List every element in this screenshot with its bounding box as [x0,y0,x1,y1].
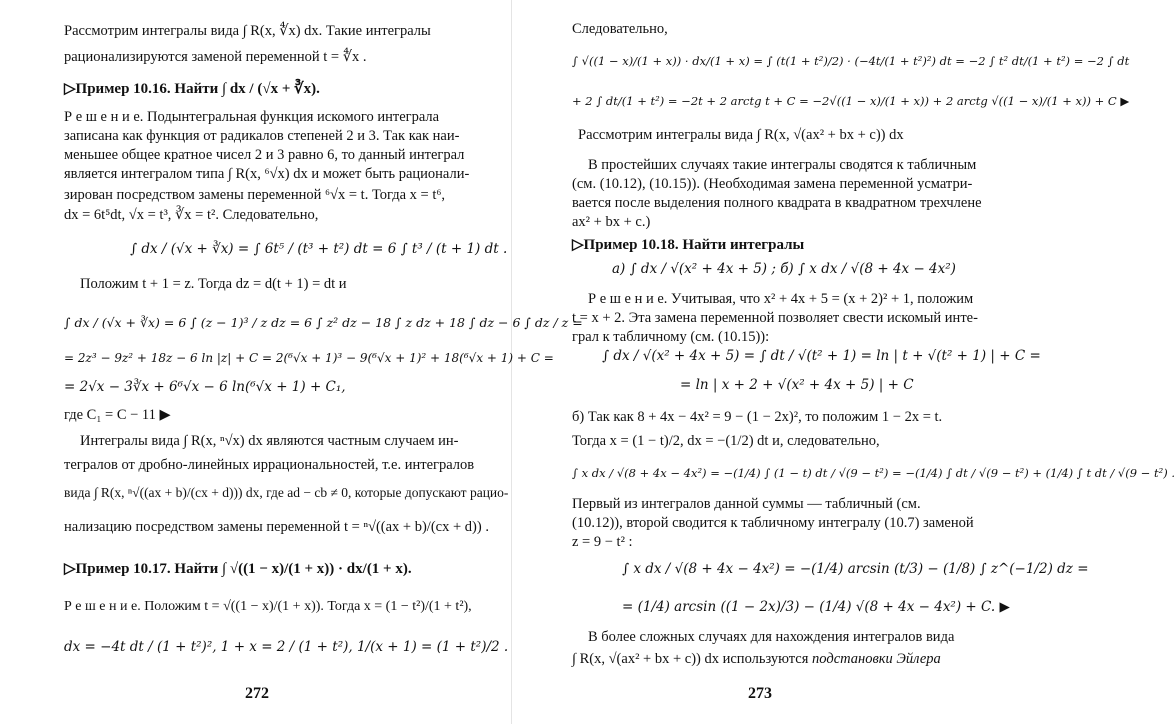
example-10-18-formula-b2: ∫ x dx / √(8 + 4x − 4x²) = −(1/4) arcsin (t/3) − (1/8) ∫ z^(−1/2) dz = [622,561,1089,577]
example-10-18-formula-a2: = ln | x + 2 + √(x² + 4x + 5) | + C [680,377,914,393]
intro-line-2: рационализируются заменой переменной t = ∜x . [64,49,367,65]
example-10-16-solution-line-1: Р е ш е н и е. Подынтегральная функция искомого интеграла [64,109,440,125]
example-10-18-solution-line-1: Р е ш е н и е. Учитывая, что x² + 4x + 5 = (x + 2)² + 1, положим [588,291,974,307]
example-10-18-solution-line-3: грал к табличному (см. (10.15)): [572,329,770,345]
example-10-16-constant: где C₁ = C − 11 ▶ [64,407,171,423]
example-10-18-solution-line-2: t = x + 2. Эта замена переменной позволяет свести искомый инте- [572,310,978,326]
example-10-16-formula-2: ∫ dx / (√x + ∛x) = 6 ∫ (z − 1)³ / z dz = 6 ∫ z² dz − 18 ∫ z dz + 18 ∫ dz − 6 ∫ dz / z = [64,315,583,330]
example-10-16-formula-3: = 2z³ − 9z² + 18z − 6 ln |z| + C = 2(⁶√x + 1)³ − 9(⁶√x + 1)² + 18(⁶√x + 1) + C = [64,351,554,365]
example-10-18-formula-b1: ∫ x dx / √(8 + 4x − 4x²) = −(1/4) ∫ (1 − t) dt / √(9 − t²) = −(1/4) ∫ dt / √(9 − t²) + (1/4) ∫ t dt / √(9 − t²) . [572,466,1175,480]
paragraph-2-line-4: нализацию посредством замены переменной t = ⁿ√((ax + b)/(cx + d)) . [64,519,489,535]
example-10-17-solution-line-1: Р е ш е н и е. Положим t = √((1 − x)/(1 + x)). Тогда x = (1 − t²)/(1 + t²), [64,599,472,614]
paragraph-2-line-2: тегралов от дробно-линейных иррациональностей, т.е. интегралов [64,457,475,473]
example-10-18-title: ▷Пример 10.18. Найти интегралы [572,237,805,253]
right-paragraph-1-line-4: ax² + bx + c.) [572,214,651,230]
right-paragraph-1-line-2: (см. (10.12), (10.15)). (Необходимая замена переменной усматри- [572,176,973,192]
example-10-18-formula-b3: = (1/4) arcsin ((1 − 2x)/3) − (1/4) √(8 + 4x − 4x²) + C. ▶ [622,599,1010,615]
example-10-16-formula-4: = 2√x − 3∛x + 6⁶√x − 6 ln(⁶√x + 1) + C₁, [64,379,346,395]
right-formula-2: + 2 ∫ dt/(1 + t²) = −2t + 2 arctg t + C = −2√((1 − x)/(1 + x)) + 2 arctg √((1 − x)/(1 + x)) + C ▶ [572,94,1130,108]
note-line-2: (10.12)), второй сводится к табличному интегралу (10.7) заменой [572,515,974,531]
paragraph-2-line-3: вида ∫ R(x, ⁿ√((ax + b)/(cx + d))) dx, где ad − cb ≠ 0, которые допускают рацио- [64,485,509,500]
note-line-1: Первый из интегралов данной суммы — табличный (см. [572,496,921,512]
part-b-line-1: б) Так как 8 + 4x − 4x² = 9 − (1 − 2x)², то положим 1 − 2x = t. [572,409,943,425]
example-10-16-solution-line-2: записана как функция от радикалов степеней 2 и 3. Так как наи- [64,128,460,144]
example-10-16-solution-line-5: зирован посредством замены переменной ⁶√x = t. Тогда x = t⁶, [64,187,446,203]
euler-substitutions-term: подстановки Эйлера [812,651,941,667]
example-10-16-solution-line-6: dx = 6t⁵dt, √x = t³, ∛x = t². Следовательно, [64,207,319,223]
intro-line-1: Рассмотрим интегралы вида ∫ R(x, ∜x) dx. Такие интегралы [64,23,431,39]
right-page [512,0,1175,724]
example-10-17-title: ▷Пример 10.17. Найти ∫ √((1 − x)/(1 + x)) · dx/(1 + x). [64,561,412,577]
example-10-16-formula-1: ∫ dx / (√x + ∛x) = ∫ 6t⁵ / (t³ + t²) dt = 6 ∫ t³ / (t + 1) dt . [130,241,508,257]
right-formula-1: ∫ √((1 − x)/(1 + x)) · dx/(1 + x) = ∫ (t(1 + t²)/2) · (−4t/(1 + t²)²) dt = −2 ∫ t² dt/(1 + t²) = −2 ∫ dt [572,54,1130,68]
closing-line-2 [572,650,941,668]
example-10-18-formula-a1: ∫ dx / √(x² + 4x + 5) = ∫ dt / √(t² + 1) = ln | t + √(t² + 1) | + C = [602,348,1041,364]
part-b-line-2: Тогда x = (1 − t)/2, dx = −(1/2) dt и, следовательно, [572,433,880,449]
consequently-label: Следовательно, [572,21,668,37]
right-paragraph-1-line-3: вается после выделения полного квадрата в квадратном трехчлене [572,195,982,211]
consider-line: Рассмотрим интегралы вида ∫ R(x, √(ax² + bx + c)) dx [578,127,904,143]
example-10-16-solution-line-4: является интегралом типа ∫ R(x, ⁶√x) dx и может быть рационали- [64,166,470,182]
right-page-number: 273 [748,685,772,702]
note-line-3: z = 9 − t² : [572,534,633,550]
example-10-16-title: ▷Пример 10.16. Найти ∫ dx / (√x + ∛x). [64,81,320,97]
closing-line-1: В более сложных случаях для нахождения интегралов вида [588,629,955,645]
example-10-16-solution-line-3: меньшее общее кратное чисел 2 и 3 равно 6, то данный интеграл [64,147,465,163]
example-10-18-items: а) ∫ dx / √(x² + 4x + 5) ; б) ∫ x dx / √(8 + 4x − 4x²) [612,261,956,277]
example-10-16-substitution: Положим t + 1 = z. Тогда dz = d(t + 1) = dt и [80,276,347,292]
paragraph-2-line-1: Интегралы вида ∫ R(x, ⁿ√x) dx являются частным случаем ин- [80,433,459,449]
example-10-17-solution-line-2: dx = −4t dt / (1 + t²)², 1 + x = 2 / (1 + t²), 1/(x + 1) = (1 + t²)/2 . [64,639,509,655]
closing-line-2-prefix: ∫ R(x, √(ax² + bx + c)) dx используются [572,651,813,667]
right-paragraph-1-line-1: В простейших случаях такие интегралы сводятся к табличным [588,157,977,173]
left-page-number: 272 [245,685,269,702]
left-page [0,0,583,724]
